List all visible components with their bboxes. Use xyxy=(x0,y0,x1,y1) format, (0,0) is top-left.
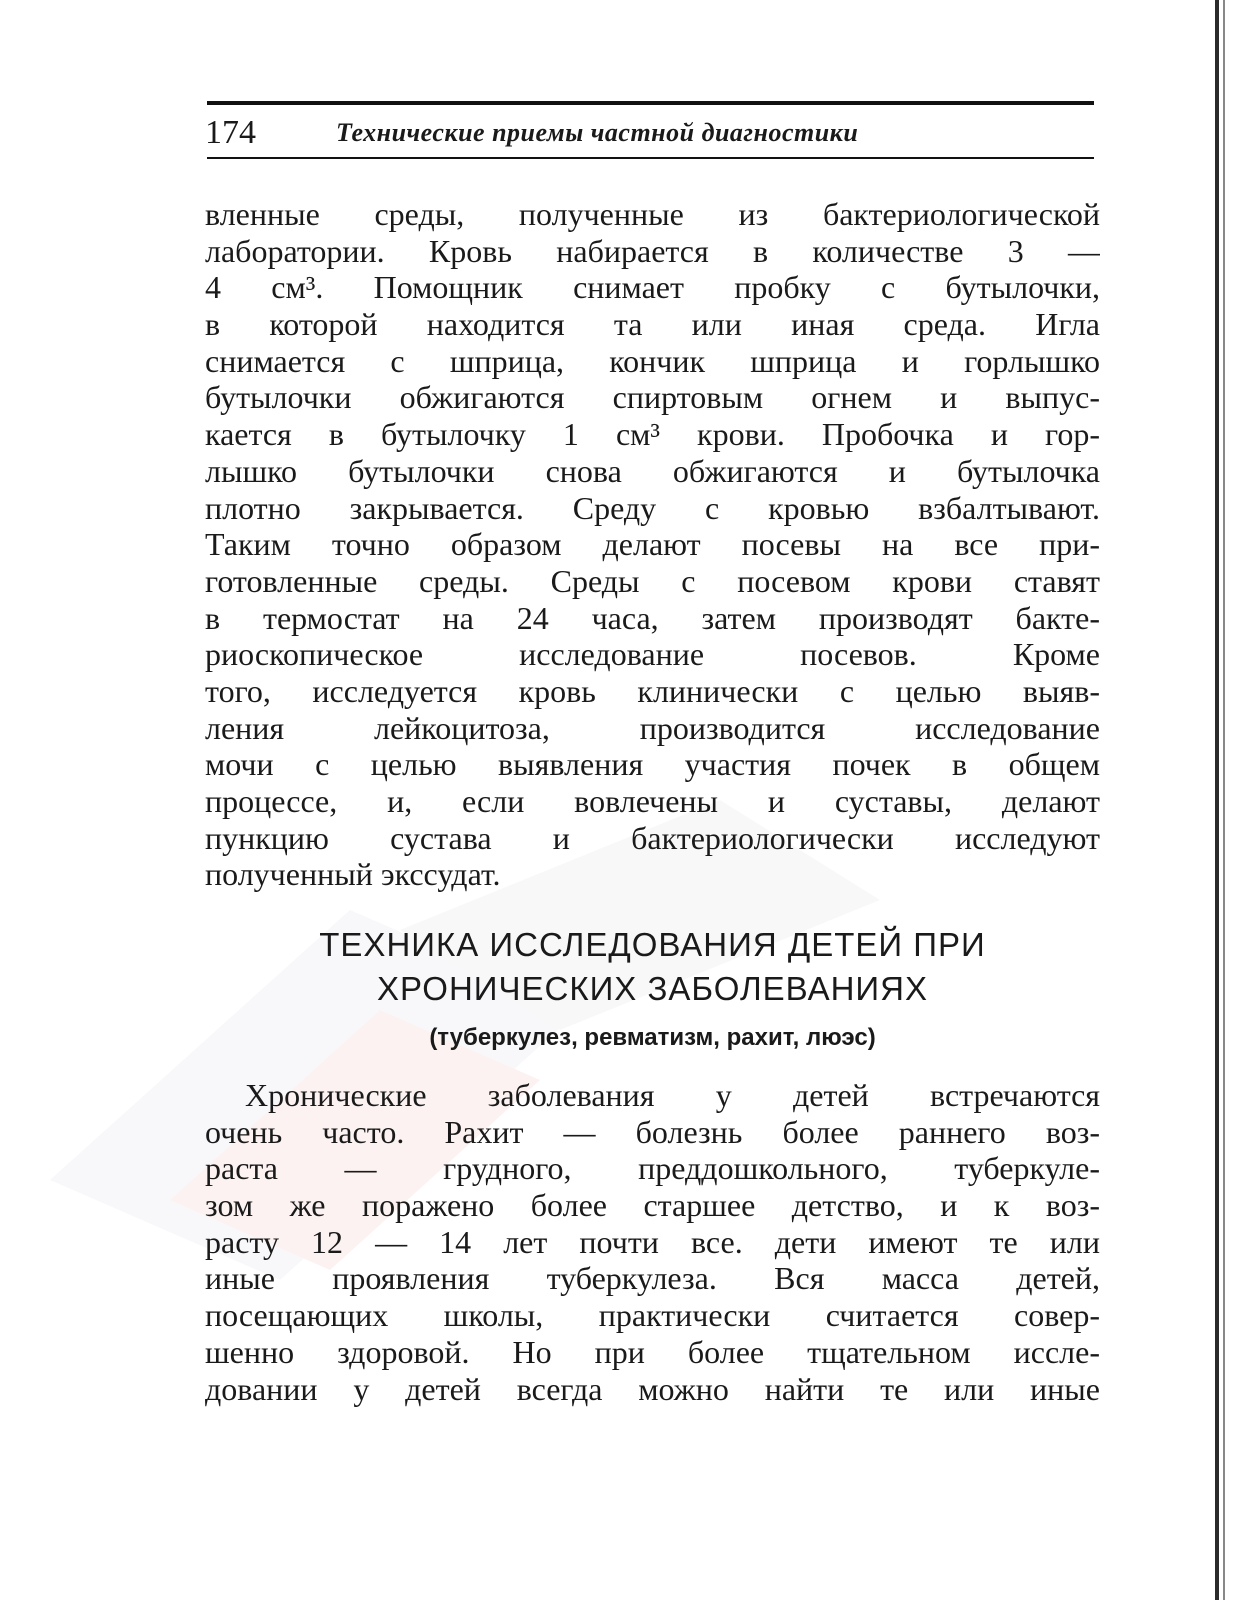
page-number: 174 xyxy=(205,114,256,151)
text-line: лышко бутылочки снова обжигаются и бутылочка xyxy=(205,452,1100,489)
text-line: Таким точно образом делают посевы на все при- xyxy=(205,526,1100,563)
paragraph-chronic-diseases xyxy=(205,1077,1100,1407)
text-line: плотно закрывается. Среду с кровью взбалтывают. xyxy=(205,489,1100,526)
text-line: иные проявления туберкулеза. Вся масса детей, xyxy=(205,1260,1100,1297)
binding-edge xyxy=(1215,0,1219,1600)
section-heading-line-2: ХРОНИЧЕСКИХ ЗАБОЛЕВАНИЯХ xyxy=(377,970,928,1007)
text-line: мочи с целью выявления участия почек в общем xyxy=(205,746,1100,783)
text-line: готовленные среды. Среды с посевом крови ставят xyxy=(205,562,1100,599)
text-line: процессе, и, если вовлечены и суставы, делают xyxy=(205,783,1100,819)
text-line: риоскопическое исследование посевов. Кроме xyxy=(205,636,1100,673)
text-line: раста — грудного, преддошкольного, туберкуле- xyxy=(205,1150,1100,1187)
header-rule-bottom xyxy=(207,157,1094,159)
running-title: Технические приемы частной диагностики xyxy=(336,118,859,147)
text-line: Хронические заболевания у детей встречаются xyxy=(245,1077,1100,1113)
text-line: зом же поражено более старшее детство, и к воз- xyxy=(205,1187,1100,1224)
text-line: вленные среды, полученные из бактериологической xyxy=(205,196,1100,232)
paragraph-continued xyxy=(205,196,1100,893)
text-line: того, исследуется кровь клинически с целью выяв- xyxy=(205,672,1100,709)
text-line: ления лейкоцитоза, производится исследование xyxy=(205,709,1100,746)
text-line: довании у детей всегда можно найти те или иные xyxy=(205,1370,1100,1407)
text-line: снимается с шприца, кончик шприца и горлышко xyxy=(205,342,1100,379)
text-line: в термостат на 24 часа, затем производят бакте- xyxy=(205,599,1100,636)
text-line: кается в бутылочку 1 см³ крови. Пробочка и гор- xyxy=(205,416,1100,453)
text-line: пункцию сустава и бактериологически исследуют xyxy=(205,819,1100,856)
text-line: 4 см³. Помощник снимает пробку с бутылочки, xyxy=(205,269,1100,306)
text-line: расту 12 — 14 лет почти все. дети имеют те или xyxy=(205,1223,1100,1260)
text-line: лаборатории. Кровь набирается в количестве 3 — xyxy=(205,232,1100,269)
text-line: полученный экссудат. xyxy=(205,856,501,893)
section-subheading: (туберкулез, ревматизм, рахит, люэс) xyxy=(429,1024,876,1051)
text-line: в которой находится та или иная среда. Игла xyxy=(205,306,1100,343)
text-line: очень часто. Рахит — болезнь более раннего воз- xyxy=(205,1113,1100,1150)
text-line: посещающих школы, практически считается совер- xyxy=(205,1297,1100,1334)
section-heading-line-1: ТЕХНИКА ИССЛЕДОВАНИЯ ДЕТЕЙ ПРИ xyxy=(319,926,986,963)
text-line: шенно здоровой. Но при более тщательном иссле- xyxy=(205,1333,1100,1370)
text-line: бутылочки обжигаются спиртовым огнем и выпус- xyxy=(205,379,1100,416)
header-rule-top xyxy=(207,101,1094,105)
binding-edge-shadow xyxy=(1223,0,1225,1600)
